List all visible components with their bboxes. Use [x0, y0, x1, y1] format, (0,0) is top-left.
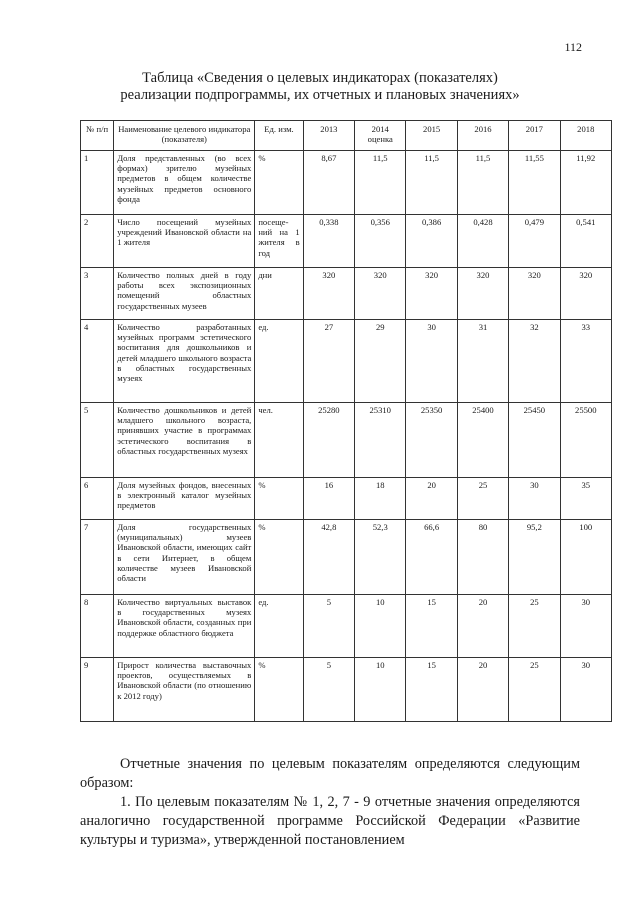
- value-2018: 0,541: [560, 215, 611, 268]
- value-2017: 25450: [509, 403, 560, 478]
- indicator-unit: чел.: [255, 403, 303, 478]
- value-2018: 30: [560, 595, 611, 658]
- row-number: 4: [81, 320, 114, 403]
- value-2017: 30: [509, 478, 560, 520]
- value-2013: 25280: [303, 403, 354, 478]
- value-2016: 25400: [457, 403, 508, 478]
- indicator-name: Количество разработанных музейных программ эстетического воспитания для дошкольников и детей младшего школьного возраста в областных государственных музеях: [114, 320, 255, 403]
- indicator-name: Доля музейных фондов, внесенных в электронный каталог музейных предметов: [114, 478, 255, 520]
- value-2018: 25500: [560, 403, 611, 478]
- value-2016: 31: [457, 320, 508, 403]
- value-2013: 27: [303, 320, 354, 403]
- row-number: 2: [81, 215, 114, 268]
- value-2014: 320: [355, 268, 406, 320]
- value-2015: 66,6: [406, 520, 457, 595]
- indicator-unit: %: [255, 658, 303, 722]
- value-2016: 20: [457, 658, 508, 722]
- indicator-unit: ед.: [255, 595, 303, 658]
- row-number: 1: [81, 151, 114, 215]
- indicator-name: Количество дошкольников и детей младшего школьного возраста, принявших участие в программах эстетического воспитания в областных государственных музеях: [114, 403, 255, 478]
- indicator-unit: %: [255, 478, 303, 520]
- paragraph-reporting-values: Отчетные значения по целевым показателям определяются следующим образом:: [80, 756, 580, 791]
- value-2017: 320: [509, 268, 560, 320]
- header-year-2018: 2018: [560, 121, 611, 151]
- value-2014: 18: [355, 478, 406, 520]
- table-title-line-1: Таблица «Сведения о целевых индикаторах (показателях): [142, 70, 498, 86]
- table-row: [81, 151, 612, 215]
- value-2013: 0,338: [303, 215, 354, 268]
- row-number: 9: [81, 658, 114, 722]
- row-number: 7: [81, 520, 114, 595]
- indicator-name: Доля представленных (во всех формах) зрителю музейных предметов в общем количестве музейных предметов основного фонда: [114, 151, 255, 215]
- header-year-2013: 2013: [303, 121, 354, 151]
- table-row: [81, 595, 612, 658]
- value-2015: 15: [406, 595, 457, 658]
- table-row: [81, 215, 612, 268]
- value-2014: 11,5: [355, 151, 406, 215]
- value-2018: 33: [560, 320, 611, 403]
- indicators-table: [80, 120, 612, 722]
- table-row: [81, 403, 612, 478]
- table-row: [81, 478, 612, 520]
- value-2015: 15: [406, 658, 457, 722]
- value-2015: 0,386: [406, 215, 457, 268]
- value-2016: 320: [457, 268, 508, 320]
- indicator-name: Доля государственных (муниципальных) музеев Ивановской области, имеющих сайт в сети Интернет, в общем количестве музеев Ивановской области: [114, 520, 255, 595]
- value-2017: 25: [509, 595, 560, 658]
- table-header-row: [81, 121, 612, 151]
- indicator-unit: %: [255, 520, 303, 595]
- value-2013: 320: [303, 268, 354, 320]
- value-2017: 95,2: [509, 520, 560, 595]
- row-number: 3: [81, 268, 114, 320]
- value-2015: 20: [406, 478, 457, 520]
- header-number: № п/п: [81, 121, 114, 151]
- value-2016: 20: [457, 595, 508, 658]
- value-2015: 11,5: [406, 151, 457, 215]
- value-2018: 320: [560, 268, 611, 320]
- value-2014: 10: [355, 658, 406, 722]
- value-2013: 16: [303, 478, 354, 520]
- row-number: 8: [81, 595, 114, 658]
- row-number: 5: [81, 403, 114, 478]
- table-title-line-2: реализации подпрограммы, их отчетных и плановых значениях»: [120, 87, 520, 103]
- value-2017: 32: [509, 320, 560, 403]
- header-year-2014: 2014 оценка: [355, 121, 406, 151]
- body-text: [80, 755, 580, 850]
- value-2018: 35: [560, 478, 611, 520]
- value-2013: 5: [303, 658, 354, 722]
- value-2014: 10: [355, 595, 406, 658]
- indicator-name: Прирост количества выставочных проектов, осуществляемых в Ивановской области (по отношению к 2012 году): [114, 658, 255, 722]
- indicator-name: Количество виртуальных выставок в государственных музеях Ивановской области, созданных при поддержке областного бюджета: [114, 595, 255, 658]
- indicator-unit: дни: [255, 268, 303, 320]
- header-year-2017: 2017: [509, 121, 560, 151]
- table-row: [81, 320, 612, 403]
- header-year-2016: 2016: [457, 121, 508, 151]
- indicator-name: Число посещений музейных учреждений Ивановской области на 1 жителя: [114, 215, 255, 268]
- value-2015: 25350: [406, 403, 457, 478]
- value-2015: 320: [406, 268, 457, 320]
- value-2018: 11,92: [560, 151, 611, 215]
- value-2018: 30: [560, 658, 611, 722]
- paragraph-indicators-1-2-7-9: 1. По целевым показателям № 1, 2, 7 - 9 отчетные значения определяются аналогично государственной программе Российской Федерации «Развитие культуры и туризма», утвержденной постановлением: [80, 794, 580, 848]
- table-row: [81, 268, 612, 320]
- value-2014: 0,356: [355, 215, 406, 268]
- header-unit: Ед. изм.: [255, 121, 303, 151]
- value-2016: 80: [457, 520, 508, 595]
- value-2013: 42,8: [303, 520, 354, 595]
- indicator-unit: посеще-ний на 1 жителя в год: [255, 215, 303, 268]
- indicator-name: Количество полных дней в году работы всех экспозиционных помещений областных государственных музеев: [114, 268, 255, 320]
- value-2016: 0,428: [457, 215, 508, 268]
- table-row: [81, 658, 612, 722]
- value-2014: 25310: [355, 403, 406, 478]
- indicator-unit: ед.: [255, 320, 303, 403]
- header-indicator-name: Наименование целевого индикатора (показателя): [114, 121, 255, 151]
- value-2016: 11,5: [457, 151, 508, 215]
- indicator-unit: %: [255, 151, 303, 215]
- value-2013: 5: [303, 595, 354, 658]
- value-2015: 30: [406, 320, 457, 403]
- row-number: 6: [81, 478, 114, 520]
- table-title: [0, 70, 640, 104]
- value-2018: 100: [560, 520, 611, 595]
- value-2014: 52,3: [355, 520, 406, 595]
- value-2013: 8,67: [303, 151, 354, 215]
- value-2014: 29: [355, 320, 406, 403]
- value-2017: 0,479: [509, 215, 560, 268]
- value-2017: 11,55: [509, 151, 560, 215]
- page-number: 112: [564, 40, 582, 54]
- header-year-2015: 2015: [406, 121, 457, 151]
- table-row: [81, 520, 612, 595]
- value-2016: 25: [457, 478, 508, 520]
- value-2017: 25: [509, 658, 560, 722]
